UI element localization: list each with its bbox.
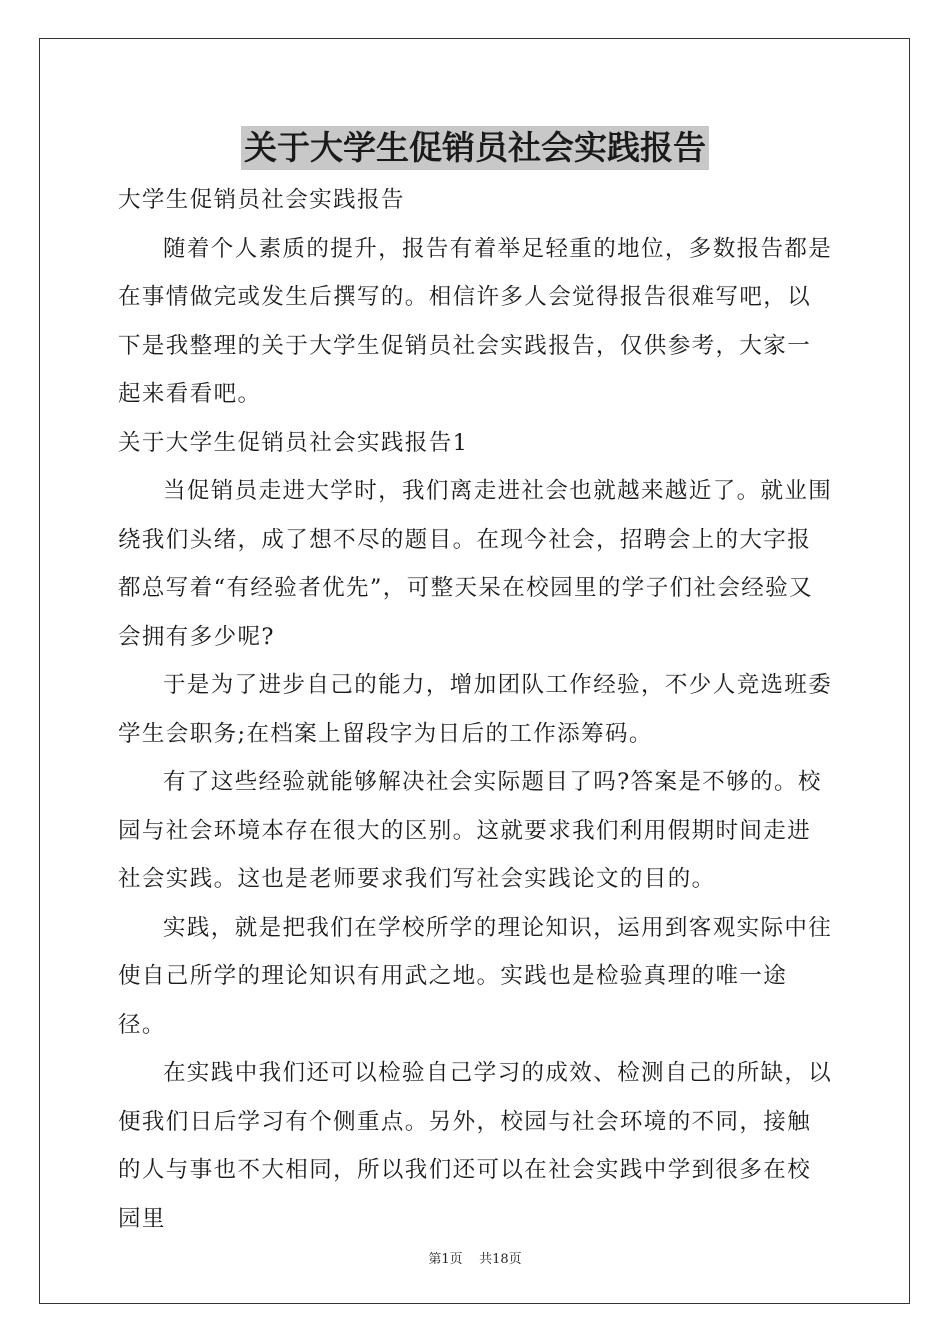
paragraph: 实践，就是把我们在学校所学的理论知识，运用到客观实际中往使自己所学的理论知识有用武之地。实践也是检验真理的唯一途径。 — [118, 914, 833, 1038]
page-total: 共18页 — [479, 1252, 522, 1267]
document-body — [118, 176, 834, 1243]
section-heading: 关于大学生促销员社会实践报告1 — [118, 429, 469, 456]
paragraph: 于是为了进步自己的能力，增加团队工作经验，不少人竞选班委学生会职务;在档案上留段字为日后的工作添筹码。 — [118, 672, 833, 747]
title-container — [0, 126, 950, 170]
document-title: 关于大学生促销员社会实践报告 — [241, 126, 709, 170]
page-footer — [0, 1248, 950, 1267]
paragraph: 有了这些经验就能够解决社会实际题目了吗?答案是不够的。校园与社会环境本存在很大的区别。这就要求我们利用假期时间走进社会实践。这也是老师要求我们写社会实践论文的目的。 — [118, 769, 822, 892]
paragraph: 大学生促销员社会实践报告 — [118, 187, 405, 213]
paragraph: 在实践中我们还可以检验自己学习的成效、检测自己的所缺，以便我们日后学习有个侧重点。另外，校园与社会环境的不同，接触的人与事也不大相同，所以我们还可以在社会实践中学到很多在校园里 — [118, 1060, 833, 1232]
paragraph: 当促销员走进大学时，我们离走进社会也就越来越近了。就业围绕我们头绪，成了想不尽的题目。在现今社会，招聘会上的大字报都总写着“有经验者优先”，可整天呆在校园里的学子们社会经验又会拥有多少呢? — [118, 478, 833, 650]
page-number: 第1页 — [428, 1252, 463, 1267]
paragraph: 随着个人素质的提升，报告有着举足轻重的地位，多数报告都是在事情做完或发生后撰写的。相信许多人会觉得报告很难写吧，以下是我整理的关于大学生促销员社会实践报告，仅供参考，大家一起来看看吧。 — [118, 235, 833, 407]
